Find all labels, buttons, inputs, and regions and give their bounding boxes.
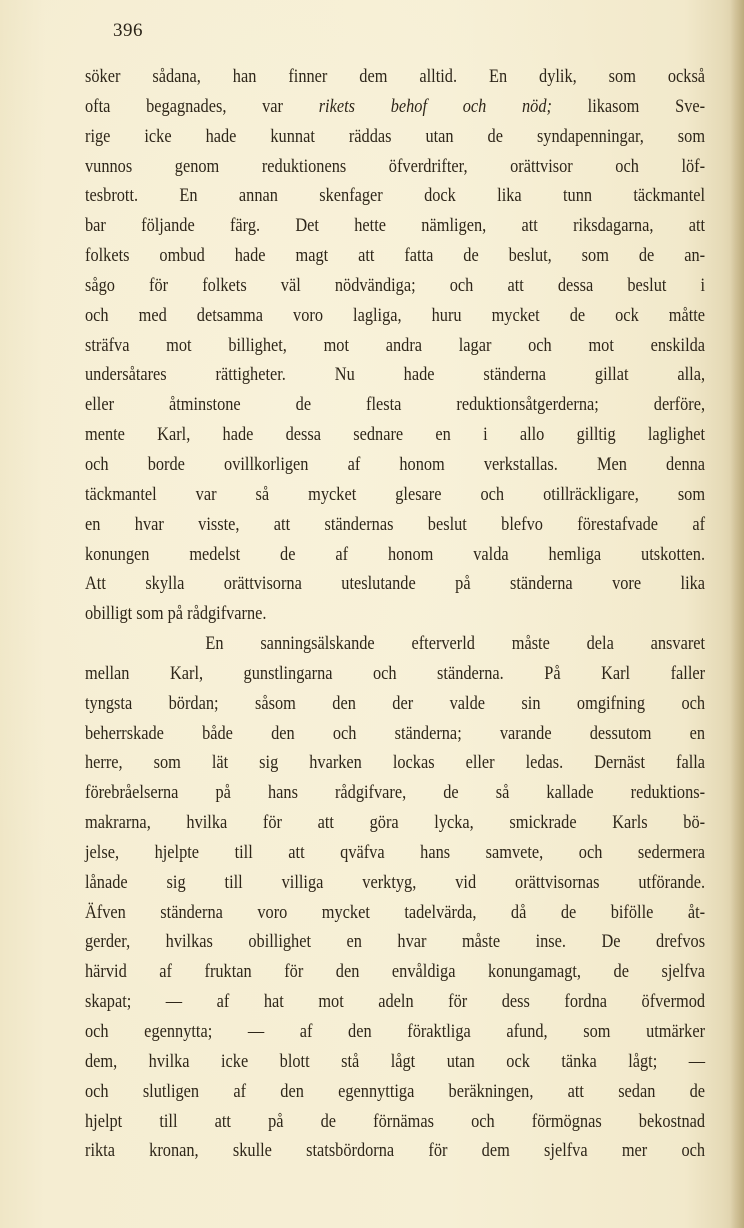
text-line: tyngsta bördan; såsom den der valde sin omgifning och bbox=[85, 692, 706, 714]
text-line: herre, som lät sig hvarken lockas eller ledas. Dernäst falla bbox=[85, 752, 706, 774]
text-line: lånade sig till villiga verktyg, vid orättvisornas utförande. bbox=[85, 871, 706, 893]
text-line: hjelpt till att på de förnämas och förmögnas bekostnad bbox=[85, 1110, 706, 1132]
text-line: tesbrott. En annan skenfager dock lika tunn täckmantel bbox=[85, 185, 706, 207]
text-line: söker sådana, han finner dem alltid. En dylik, som också bbox=[85, 66, 706, 87]
text-line: makrarna, hvilka för att göra lycka, smickrade Karls bö- bbox=[85, 812, 706, 834]
text-line: mente Karl, hade dessa sednare en i allo gilltig laglighet bbox=[85, 424, 706, 446]
text-line: sträfva mot billighet, mot andra lagar och mot enskilda bbox=[85, 334, 706, 356]
text-line: härvid af fruktan för den envåldiga konungamagt, de sjelfva bbox=[85, 961, 706, 983]
text-line: förebråelserna på hans rådgifvare, de så kallade reduktions- bbox=[85, 782, 706, 804]
text-span: likasom Sve- bbox=[551, 95, 706, 117]
text-line: jelse, hjelpte till att qväfva hans samvete, och sedermera bbox=[85, 841, 706, 863]
text-line: konungen medelst de af honom valda hemliga utskotten. bbox=[85, 543, 706, 565]
text-line: och egennytta; — af den föraktliga afund, som utmärker bbox=[85, 1021, 706, 1042]
text-line: och slutligen af den egennyttiga beräkningen, att sedan de bbox=[85, 1080, 706, 1102]
text-line: beherrskade både den och ständerna; varande dessutom en bbox=[85, 722, 706, 744]
text-span: ofta begagnades, var bbox=[85, 95, 319, 117]
text-line: skapat; — af hat mot adeln för dess fordna öfvermod bbox=[85, 991, 706, 1013]
page-edge-shadow bbox=[730, 0, 744, 1228]
page-number: 396 bbox=[113, 20, 143, 41]
text-line: folkets ombud hade magt att fatta de beslut, som de an- bbox=[85, 245, 706, 267]
body-text bbox=[85, 62, 705, 1166]
text-line: en hvar visste, att ständernas beslut blefvo förestafvade af bbox=[85, 513, 706, 535]
text-line: vunnos genom reduktionens öfverdrifter, orättvisor och löf- bbox=[85, 155, 706, 177]
text-line: dem, hvilka icke blott stå lågt utan ock tänka lågt; — bbox=[85, 1050, 706, 1072]
italic-phrase: rikets behof och nöd; bbox=[318, 95, 552, 117]
text-line: eller åtminstone de flesta reduktionsåtgerderna; derföre, bbox=[85, 394, 706, 416]
text-line: mellan Karl, gunstlingarna och ständerna. På Karl faller bbox=[85, 662, 706, 684]
text-line: och borde ovillkorligen af honom verkstallas. Men denna bbox=[85, 453, 706, 475]
text-line: gerder, hvilkas obillighet en hvar måste inse. De drefvos bbox=[85, 931, 706, 953]
text-line: undersåtares rättigheter. Nu hade ständerna gillat alla, bbox=[85, 364, 706, 386]
text-line: rikta kronan, skulle statsbördorna för dem sjelfva mer och bbox=[85, 1140, 706, 1162]
text-line: rige icke hade kunnat räddas utan de syndapenningar, som bbox=[85, 125, 706, 147]
text-line: och med detsamma voro lagliga, huru mycket de ock måtte bbox=[85, 304, 706, 326]
paragraph-start-line: En sanningsälskande efterverld måste dela ansvaret bbox=[205, 633, 706, 655]
paragraph-end-line: obilligt som på rådgifvarne. bbox=[85, 603, 267, 625]
text-line bbox=[85, 92, 705, 122]
text-line: sågo för folkets väl nödvändiga; och att dessa beslut i bbox=[85, 274, 706, 296]
text-line: täckmantel var så mycket glesare och otillräckligare, som bbox=[85, 483, 706, 505]
text-line: Äfven ständerna voro mycket tadelvärda, då de bifölle åt- bbox=[85, 901, 706, 923]
text-line: bar följande färg. Det hette nämligen, att riksdagarna, att bbox=[85, 215, 706, 237]
text-line: Att skylla orättvisorna uteslutande på ständerna vore lika bbox=[85, 573, 706, 595]
